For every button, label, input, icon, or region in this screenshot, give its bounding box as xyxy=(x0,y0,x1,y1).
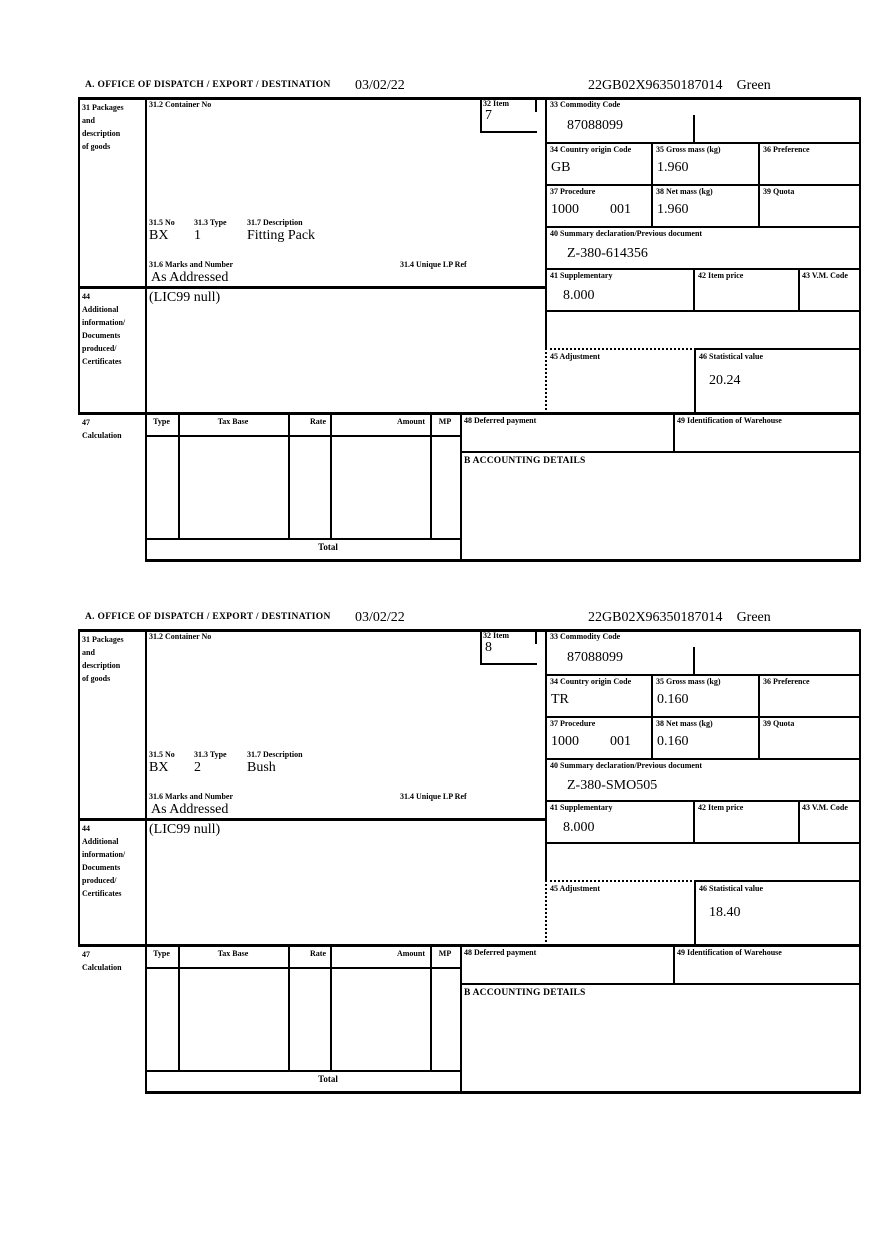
total-row-label: Total xyxy=(318,542,338,552)
grid-line xyxy=(693,647,695,674)
packages-no-label: 31.5 No xyxy=(149,218,175,227)
box-47-calculation-label: 47 Calculation xyxy=(82,418,122,440)
grid-line xyxy=(430,944,432,1072)
grid-line xyxy=(673,412,675,453)
tax-base-column-header: Tax Base xyxy=(217,949,249,958)
grid-line xyxy=(694,880,696,944)
supplementary-label: 41 Supplementary xyxy=(550,271,613,280)
goods-description-value: Bush xyxy=(247,760,276,775)
summary-declaration-label: 40 Summary declaration/Previous document xyxy=(550,761,703,770)
tax-type-column-header: Type xyxy=(153,949,170,958)
statistical-value-label: 46 Statistical value xyxy=(699,352,763,361)
dotted-divider xyxy=(545,880,696,882)
vm-code-label: 43 V.M. Code xyxy=(802,271,848,280)
accounting-details-label: B ACCOUNTING DETAILS xyxy=(464,456,586,466)
additional-info-value: (LIC99 null) xyxy=(149,290,221,305)
procedure-label: 37 Procedure xyxy=(550,719,596,728)
procedure-label: 37 Procedure xyxy=(550,187,596,196)
office-of-dispatch-label: A. OFFICE OF DISPATCH / EXPORT / DESTINATION xyxy=(85,80,331,90)
grid-line xyxy=(798,800,800,842)
customs-item-form-0 xyxy=(78,75,861,562)
routing-status: Green xyxy=(736,610,771,625)
grid-line xyxy=(545,310,861,312)
grid-line xyxy=(545,800,861,802)
grid-line xyxy=(78,629,80,947)
goods-description-value: Fitting Pack xyxy=(247,228,316,243)
customs-item-form-1 xyxy=(78,607,861,1094)
supplementary-value: 8.000 xyxy=(563,820,595,835)
rate-column-header: Rate xyxy=(310,417,326,426)
marks-and-number-value: As Addressed xyxy=(151,802,229,817)
statistical-value-label: 46 Statistical value xyxy=(699,884,763,893)
net-mass-label: 38 Net mass (kg) xyxy=(656,187,713,196)
mp-column-header: MP xyxy=(438,949,452,958)
tax-base-column-header: Tax Base xyxy=(217,417,249,426)
grid-line xyxy=(693,115,695,142)
grid-line xyxy=(859,97,861,560)
supplementary-label: 41 Supplementary xyxy=(550,803,613,812)
grid-line xyxy=(145,967,460,969)
tax-type-column-header: Type xyxy=(153,417,170,426)
grid-line xyxy=(460,451,861,453)
gross-mass-value: 1.960 xyxy=(657,160,689,175)
warehouse-id-label: 49 Identification of Warehouse xyxy=(677,948,782,957)
grid-line xyxy=(651,142,653,226)
commodity-code-value: 87088099 xyxy=(567,118,623,133)
box-44-additional-label: 44 Additional information/ Documents produced/ Certificates xyxy=(82,292,126,366)
grid-line xyxy=(145,435,460,437)
grid-line xyxy=(145,629,147,1094)
grid-line xyxy=(145,559,861,562)
packages-code-value: BX xyxy=(149,760,169,775)
grid-line xyxy=(178,944,180,1072)
grid-line xyxy=(78,818,547,821)
goods-description-label: 31.7 Description xyxy=(247,218,303,227)
grid-line xyxy=(694,880,861,882)
container-no-label: 31.2 Container No xyxy=(149,100,212,109)
country-origin-label: 34 Country origin Code xyxy=(550,677,632,686)
grid-line xyxy=(798,268,800,310)
item-box-border xyxy=(535,97,537,112)
box-31-packages-label: 31 Packages and description of goods xyxy=(82,635,124,683)
amount-column-header: Amount xyxy=(396,949,425,958)
procedure-code-2-value: 001 xyxy=(610,734,631,749)
adjustment-label: 45 Adjustment xyxy=(550,352,601,361)
warehouse-id-label: 49 Identification of Warehouse xyxy=(677,416,782,425)
grid-line xyxy=(288,944,290,1072)
commodity-code-label: 33 Commodity Code xyxy=(550,100,621,109)
procedure-code-value: 1000 xyxy=(551,734,579,749)
net-mass-value: 1.960 xyxy=(657,202,689,217)
deferred-payment-label: 48 Deferred payment xyxy=(464,416,537,425)
dotted-divider xyxy=(545,880,547,946)
grid-line xyxy=(651,674,653,758)
grid-line xyxy=(545,97,547,348)
goods-description-label: 31.7 Description xyxy=(247,750,303,759)
supplementary-value: 8.000 xyxy=(563,288,595,303)
item-price-label: 42 Item price xyxy=(698,803,744,812)
total-row-label: Total xyxy=(318,1074,338,1084)
grid-line xyxy=(145,97,147,562)
item-number-value: 7 xyxy=(485,108,492,123)
commodity-code-value: 87088099 xyxy=(567,650,623,665)
country-origin-label: 34 Country origin Code xyxy=(550,145,632,154)
grid-line xyxy=(545,842,861,844)
grid-line xyxy=(78,944,861,947)
grid-line xyxy=(694,348,861,350)
statistical-value: 18.40 xyxy=(709,905,741,920)
vm-code-label: 43 V.M. Code xyxy=(802,803,848,812)
container-no-label: 31.2 Container No xyxy=(149,632,212,641)
deferred-payment-label: 48 Deferred payment xyxy=(464,948,537,957)
packages-type-label: 31.3 Type xyxy=(194,218,227,227)
grid-line xyxy=(859,629,861,1092)
grid-line xyxy=(758,142,760,226)
grid-line xyxy=(330,412,332,540)
item-box-border xyxy=(480,97,482,131)
item-number-value: 8 xyxy=(485,640,492,655)
mp-column-header: MP xyxy=(438,417,452,426)
summary-declaration-value: Z-380-SMO505 xyxy=(567,778,658,793)
packages-type-value: 2 xyxy=(194,760,201,775)
grid-line xyxy=(288,412,290,540)
grid-line xyxy=(145,1091,861,1094)
grid-line xyxy=(78,412,861,415)
packages-no-label: 31.5 No xyxy=(149,750,175,759)
grid-line xyxy=(545,716,861,718)
procedure-code-2-value: 001 xyxy=(610,202,631,217)
grid-line xyxy=(545,142,861,144)
grid-line xyxy=(693,268,695,310)
grid-line xyxy=(460,412,462,559)
grid-line xyxy=(693,800,695,842)
commodity-code-label: 33 Commodity Code xyxy=(550,632,621,641)
adjustment-label: 45 Adjustment xyxy=(550,884,601,893)
marks-and-number-label: 31.6 Marks and Number xyxy=(149,792,234,801)
country-origin-value: GB xyxy=(551,160,571,175)
dotted-divider xyxy=(545,348,547,414)
grid-line xyxy=(145,538,460,540)
mrn-number: 22GB02X96350187014 xyxy=(588,78,723,93)
item-number-label: 32 Item xyxy=(483,631,509,640)
marks-and-number-label: 31.6 Marks and Number xyxy=(149,260,234,269)
net-mass-value: 0.160 xyxy=(657,734,689,749)
net-mass-label: 38 Net mass (kg) xyxy=(656,719,713,728)
declaration-reference xyxy=(588,610,771,626)
summary-declaration-label: 40 Summary declaration/Previous document xyxy=(550,229,703,238)
grid-line xyxy=(758,674,760,758)
routing-status: Green xyxy=(736,78,771,93)
marks-and-number-value: As Addressed xyxy=(151,270,229,285)
preference-label: 36 Preference xyxy=(763,677,810,686)
packages-type-label: 31.3 Type xyxy=(194,750,227,759)
item-box-border xyxy=(535,629,537,644)
grid-line xyxy=(178,412,180,540)
item-number-label: 32 Item xyxy=(483,99,509,108)
packages-type-value: 1 xyxy=(194,228,201,243)
item-box-border xyxy=(480,663,537,665)
box-31-packages-label: 31 Packages and description of goods xyxy=(82,103,124,151)
box-44-additional-label: 44 Additional information/ Documents produced/ Certificates xyxy=(82,824,126,898)
grid-line xyxy=(460,983,861,985)
amount-column-header: Amount xyxy=(396,417,425,426)
unique-lp-ref-label: 31.4 Unique LP Ref xyxy=(400,260,467,269)
grid-line xyxy=(673,944,675,985)
item-price-label: 42 Item price xyxy=(698,271,744,280)
procedure-code-value: 1000 xyxy=(551,202,579,217)
grid-line xyxy=(694,348,696,412)
item-box-border xyxy=(480,629,482,663)
additional-info-value: (LIC99 null) xyxy=(149,822,221,837)
gross-mass-value: 0.160 xyxy=(657,692,689,707)
dotted-divider xyxy=(545,348,696,350)
declaration-date: 03/02/22 xyxy=(355,610,405,625)
box-47-calculation-label: 47 Calculation xyxy=(82,950,122,972)
preference-label: 36 Preference xyxy=(763,145,810,154)
packages-code-value: BX xyxy=(149,228,169,243)
unique-lp-ref-label: 31.4 Unique LP Ref xyxy=(400,792,467,801)
mrn-number: 22GB02X96350187014 xyxy=(588,610,723,625)
grid-line xyxy=(545,629,547,880)
declaration-date: 03/02/22 xyxy=(355,78,405,93)
grid-line xyxy=(330,944,332,1072)
summary-declaration-value: Z-380-614356 xyxy=(567,246,648,261)
grid-line xyxy=(545,268,861,270)
accounting-details-label: B ACCOUNTING DETAILS xyxy=(464,988,586,998)
office-of-dispatch-label: A. OFFICE OF DISPATCH / EXPORT / DESTINATION xyxy=(85,612,331,622)
grid-line xyxy=(430,412,432,540)
item-box-border xyxy=(480,131,537,133)
grid-line xyxy=(545,226,861,228)
gross-mass-label: 35 Gross mass (kg) xyxy=(656,677,721,686)
grid-line xyxy=(78,286,547,289)
grid-line xyxy=(460,944,462,1091)
country-origin-value: TR xyxy=(551,692,569,707)
grid-line xyxy=(145,1070,460,1072)
grid-line xyxy=(545,758,861,760)
quota-label: 39 Quota xyxy=(763,719,795,728)
grid-line xyxy=(78,97,80,415)
statistical-value: 20.24 xyxy=(709,373,741,388)
gross-mass-label: 35 Gross mass (kg) xyxy=(656,145,721,154)
rate-column-header: Rate xyxy=(310,949,326,958)
grid-line xyxy=(545,674,861,676)
declaration-reference xyxy=(588,78,771,94)
quota-label: 39 Quota xyxy=(763,187,795,196)
grid-line xyxy=(545,184,861,186)
